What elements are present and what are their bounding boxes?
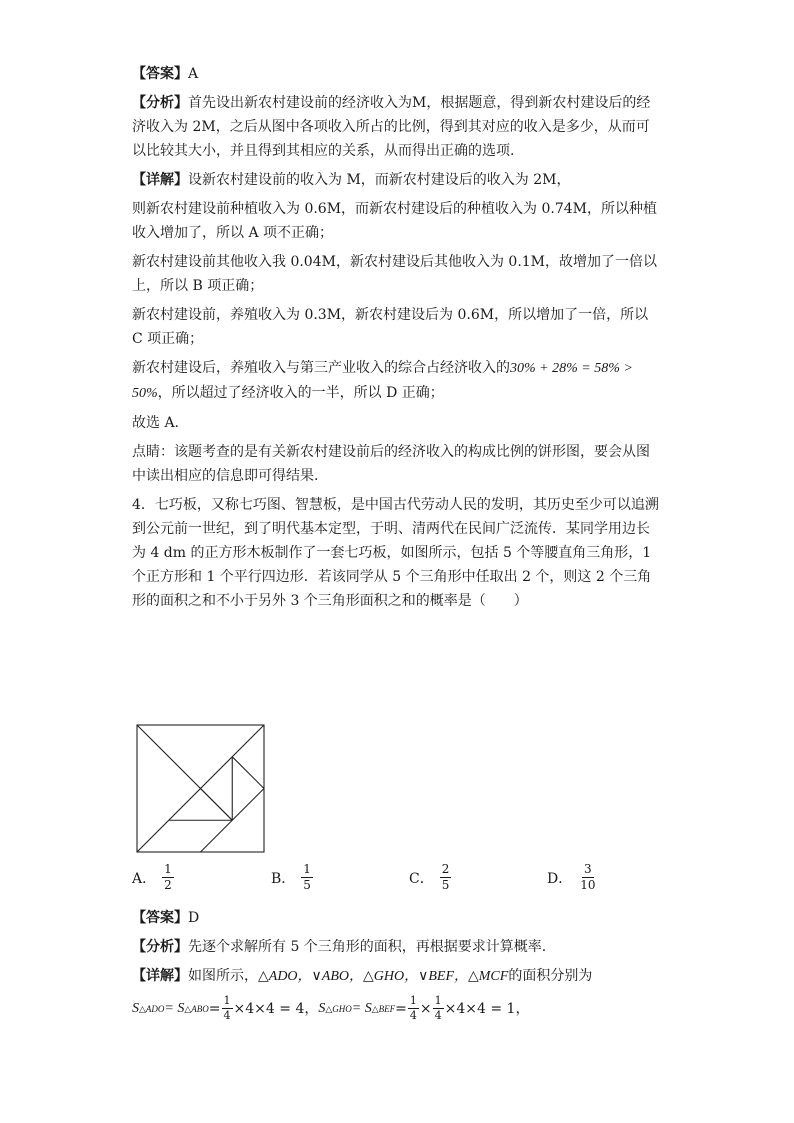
fraction-numerator: 1 <box>409 994 417 1007</box>
tangram-diagram <box>136 724 266 854</box>
area-symbol: = S <box>351 1000 372 1016</box>
remark-3: 点睛：该题考查的是有关新农村建设前后的经济收入的构成比例的饼形图，要会从图中读出相应的信息即可得结果. <box>132 444 650 484</box>
choice-fraction <box>162 862 174 893</box>
answer-3 <box>132 62 662 86</box>
triangle-list: △ADO，∨ABO，△GHO，∨BEF，△MCF <box>258 969 509 984</box>
fraction-numerator: 1 <box>164 862 172 876</box>
detail-4-line1 <box>132 964 662 989</box>
choice-label: B． <box>271 870 296 887</box>
fraction-numerator: 1 <box>303 862 311 876</box>
analysis-text: 首先设出新农村建设前的经济收入为M，根据题意，得到新农村建设后的经济收入为 2M，之后从图中各项收入所占的比例，得到其对应的收入是多少，从而可以比较其大小，并且得到其相应的关系，从而得出正确的选项. <box>132 95 651 159</box>
choice-fraction <box>301 862 313 893</box>
times-sign: × <box>419 1000 432 1017</box>
fraction <box>222 994 233 1023</box>
tangram-inner-edge <box>201 789 233 821</box>
answer-tag: 【答案】 <box>132 66 188 82</box>
fraction <box>408 994 419 1023</box>
choice-label: C． <box>409 870 434 887</box>
choice-fraction <box>440 862 452 893</box>
percent-sum-formula: 30% + 28% = 58% > 50% <box>132 361 633 401</box>
fraction-numerator: 1 <box>223 994 231 1007</box>
separator: ， <box>515 1000 530 1017</box>
solution-4 <box>132 906 662 1023</box>
detail-3-line1 <box>132 168 662 192</box>
fraction-denominator: 4 <box>409 1009 417 1022</box>
detail-3-line4: 新农村建设前，养殖收入为 0.3M，新农村建设后为 0.6M，所以增加了一倍，所以 C 项正确； <box>132 307 649 347</box>
analysis-4 <box>132 935 662 959</box>
area-subscript: △GHO <box>325 1003 352 1014</box>
choice-label: A． <box>132 870 157 887</box>
answer-tag: 【答案】 <box>132 910 188 926</box>
fraction-denominator: 10 <box>580 878 596 892</box>
detail-text: ，所以超过了经济收入的一半，所以 D 正确； <box>157 385 444 401</box>
area-subscript: △ABO <box>184 1003 209 1014</box>
choice-a[interactable] <box>132 862 174 893</box>
formula-rest: ×4×4 = 4 <box>233 1000 305 1017</box>
detail-text: 的面积分别为 <box>508 968 593 984</box>
choice-c[interactable] <box>409 862 451 893</box>
answer-value: A <box>188 66 199 82</box>
detail-3-line3: 新农村建设前其他收入我 0.04M，新农村建设后其他收入为 0.1M，故增加了一倍以上，所以 B 项正确； <box>132 254 658 294</box>
analysis-tag: 【分析】 <box>132 939 188 955</box>
page-content <box>132 62 662 618</box>
fraction-numerator: 1 <box>434 994 442 1007</box>
choice-list <box>132 862 662 902</box>
fraction-denominator: 2 <box>164 878 172 892</box>
choice-label: D． <box>547 870 573 887</box>
detail-text: 如图所示， <box>188 968 258 984</box>
answer-value: D <box>188 910 200 926</box>
detail-text: 设新农村建设前的收入为 M，而新农村建设后的收入为 2M， <box>188 172 571 188</box>
formula-rest: ×4×4 = 1 <box>444 1000 516 1017</box>
fraction <box>433 994 444 1023</box>
area-subscript: △BEF <box>371 1003 396 1014</box>
fraction-numerator: 3 <box>584 862 592 876</box>
area-subscript: △ADO <box>139 1003 165 1014</box>
detail-3-line5 <box>132 356 662 406</box>
choice-fraction <box>578 862 597 893</box>
area-symbol: S <box>132 1000 139 1016</box>
detail-3-line6: 故选 A. <box>132 415 180 431</box>
answer-4 <box>132 906 662 930</box>
equals-sign: = <box>208 1000 221 1017</box>
analysis-tag: 【分析】 <box>132 95 188 111</box>
detail-3-line2: 则新农村建设前种植收入为 0.6M，而新农村建设后的种植收入为 0.74M，所以种植收入增加了，所以 A 项不正确； <box>132 201 658 241</box>
tangram-figure <box>136 724 266 858</box>
choice-b[interactable] <box>271 862 313 893</box>
equals-sign: = <box>395 1000 407 1017</box>
question-4: 4．七巧板，又称七巧图、智慧板，是中国古代劳动人民的发明，其历史至少可以追溯到公元前一世纪，到了明代基本定型，于明、清两代在民间广泛流传．某同学用边长为 4 dm 的正方形木板制作了一套七巧板，如图所示，包括 5 个等腰直角三角形，1 个正方形和 1 个平行四边形．若该同学从 5 个三角形中任取出 2 个，则这 2 个三角形的面积之和不小于另外 3 个三角形面积之和的概率是（ ） <box>132 497 659 609</box>
fraction-denominator: 4 <box>434 1009 442 1022</box>
area-symbol: = S <box>164 1000 185 1016</box>
detail-text: 新农村建设后，养殖收入与第三产业收入的综合占经济收入的 <box>132 360 510 376</box>
analysis-3 <box>132 91 662 163</box>
fraction-denominator: 4 <box>223 1009 231 1022</box>
fraction-denominator: 5 <box>441 878 450 892</box>
separator: ， <box>304 1000 319 1017</box>
detail-tag: 【详解】 <box>132 968 188 984</box>
fraction-denominator: 5 <box>303 878 311 892</box>
choice-d[interactable] <box>547 862 598 893</box>
tangram-square-edge <box>232 757 264 789</box>
analysis-text: 先逐个求解所有 5 个三角形的面积，再根据要求计算概率. <box>188 939 547 955</box>
area-formula <box>132 994 662 1023</box>
fraction-numerator: 2 <box>441 862 450 876</box>
detail-tag: 【详解】 <box>132 172 188 188</box>
area-symbol: S <box>318 1000 326 1016</box>
